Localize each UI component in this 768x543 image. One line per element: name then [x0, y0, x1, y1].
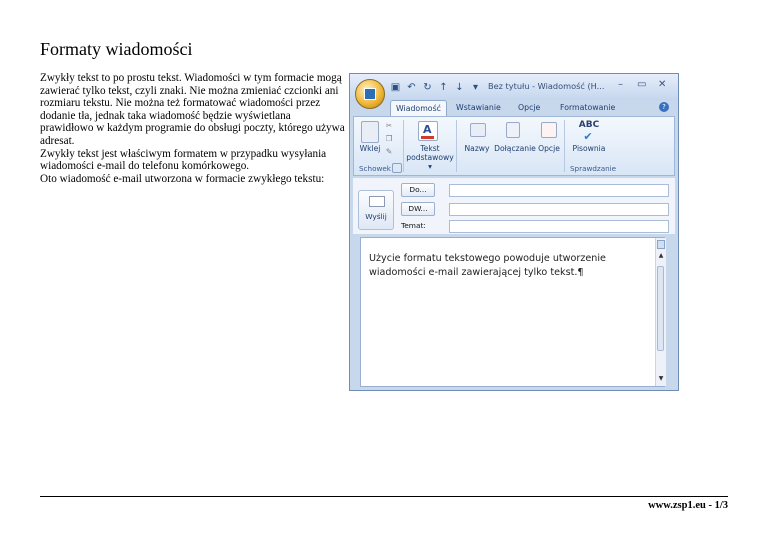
paste-button[interactable]: Wklej [359, 144, 381, 153]
tab-options[interactable]: Opcje [518, 103, 541, 112]
paragraph-2: Zwykły tekst jest właściwym formatem w przypadku wysyłania wiadomości e-mail do telefonu komórkowego. [40, 147, 327, 173]
options-button[interactable]: Opcje [538, 144, 560, 153]
proofing-group-label: Sprawdzanie [570, 164, 617, 173]
flag-icon [541, 122, 557, 138]
subject-field[interactable] [449, 220, 669, 233]
maximize-button[interactable]: ▭ [637, 79, 647, 90]
address-book-icon [470, 123, 486, 137]
group-separator [456, 120, 457, 172]
footer-rule [40, 496, 728, 497]
tab-format-text[interactable]: Formatowanie [560, 103, 616, 112]
title-bar [350, 74, 678, 100]
save-icon[interactable]: ▣ [390, 81, 401, 93]
envelope-icon [369, 196, 385, 207]
basic-text-label-line1: Tekst [420, 144, 440, 153]
tab-insert[interactable]: Wstawianie [456, 103, 501, 112]
cut-icon[interactable]: ✂ [385, 121, 393, 130]
scroll-up-icon[interactable]: ▲ [658, 252, 664, 259]
subject-label: Temat: [401, 221, 426, 230]
spelling-icon: ABC [578, 120, 600, 130]
office-button[interactable] [355, 79, 385, 109]
message-body-text: Użycie formatu tekstowego powoduje utworzenie wiadomości e-mail zawierającej tylko tekst.¶ [369, 253, 606, 278]
close-button[interactable]: ✕ [658, 79, 667, 90]
copy-icon[interactable]: ❐ [385, 134, 393, 143]
ruler-toggle-icon[interactable] [657, 240, 665, 249]
down-arrow-icon[interactable]: ↓ [455, 81, 464, 93]
body-text [40, 72, 345, 185]
undo-icon[interactable]: ↶ [407, 81, 416, 93]
send-button[interactable] [358, 190, 394, 230]
format-painter-icon[interactable]: ✎ [385, 147, 393, 156]
window-title: Bez tytułu - Wiadomość (H... [488, 81, 605, 91]
message-header-form [353, 178, 675, 234]
message-body[interactable] [360, 237, 665, 387]
cc-button[interactable]: DW... [401, 202, 435, 216]
tab-message[interactable]: Wiadomość [390, 100, 447, 116]
attach-button[interactable]: Dołączanie [494, 144, 536, 153]
cc-field[interactable] [449, 203, 669, 216]
names-button[interactable]: Nazwy [464, 144, 490, 153]
vertical-scrollbar[interactable] [655, 238, 666, 386]
paragraph-1: Zwykły tekst to po prostu tekst. Wiadomości w tym formacie mogą zawierać tylko tekst, czyli znaki. Nie można zmieniać czcionki ani rozmiaru tekstu. Nie można też formatować wiadomości przez dodanie tła, jednak taka wiadomość będzie wyświetlana prawidłowo w każdym programie do obsługi poczty, którego używa adresat. [40, 72, 345, 147]
group-separator [564, 120, 565, 172]
page-footer: www.zsp1.eu - 1/3 [648, 500, 728, 511]
paragraph-3: Oto wiadomość e-mail utworzona w formacie zwykłego tekstu: [40, 172, 325, 185]
ribbon [353, 116, 675, 176]
quick-access-toolbar [390, 80, 481, 94]
checkmark-icon: ✔ [583, 130, 593, 143]
customize-toolbar-icon[interactable]: ▾ [472, 81, 479, 93]
paste-icon [361, 121, 379, 143]
scroll-down-icon[interactable]: ▼ [658, 375, 664, 382]
page-title: Formaty wiadomości [40, 39, 193, 59]
office-logo-icon [364, 88, 376, 100]
dialog-launcher-icon[interactable] [392, 163, 402, 173]
send-label: Wyślij [365, 212, 387, 221]
help-icon[interactable]: ? [659, 102, 669, 112]
font-color-icon: A [418, 121, 438, 141]
scroll-thumb[interactable] [657, 266, 664, 351]
to-field[interactable] [449, 184, 669, 197]
spelling-button[interactable]: Pisownia [572, 144, 606, 153]
outlook-message-window [349, 73, 679, 391]
up-arrow-icon[interactable]: ↑ [439, 81, 448, 93]
basic-text-button[interactable]: Tekst podstawowy ▾ [406, 144, 454, 171]
to-button[interactable]: Do... [401, 183, 435, 197]
basic-text-label-line2: podstawowy [406, 153, 454, 162]
clipboard-group-label: Schowek [359, 164, 391, 173]
redo-icon[interactable]: ↻ [423, 81, 432, 93]
minimize-button[interactable]: – [618, 79, 623, 90]
paperclip-icon [506, 122, 520, 138]
group-separator [403, 120, 404, 172]
